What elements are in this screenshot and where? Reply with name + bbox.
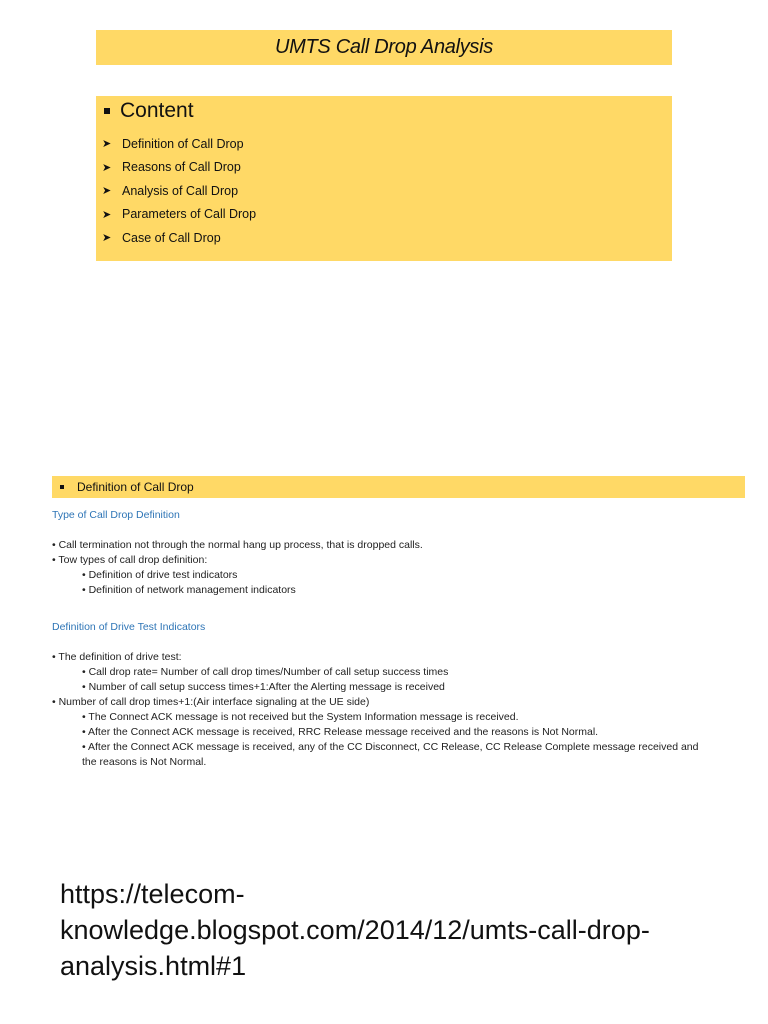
text-line: • Tow types of call drop definition:	[52, 554, 208, 566]
toc-list	[102, 132, 256, 250]
definition-paragraph-1	[52, 538, 423, 598]
text-line: • Definition of drive test indicators	[82, 569, 238, 581]
text-line: • The Connect ACK message is not received but the System Information message is received.	[82, 711, 519, 723]
toc-item[interactable]: ➤ Case of Call Drop	[102, 230, 221, 245]
toc-item[interactable]: ➤ Analysis of Call Drop	[102, 183, 239, 198]
text-line: • Call drop rate= Number of call drop times/Number of call setup success times	[82, 666, 449, 678]
subhead-type-definition: Type of Call Drop Definition	[52, 509, 180, 521]
toc-item[interactable]: ➤ Parameters of Call Drop	[102, 207, 257, 222]
text-line: • The definition of drive test:	[52, 651, 182, 663]
text-line: the reasons is Not Normal.	[82, 756, 207, 768]
title-bar	[96, 30, 672, 65]
text-line: • Call termination not through the normal hang up process, that is dropped calls.	[52, 539, 423, 551]
toc-item[interactable]: ➤ Reasons of Call Drop	[102, 160, 241, 175]
arrow-bullet-icon: ➤	[102, 232, 112, 245]
arrow-bullet-icon: ➤	[102, 208, 112, 221]
definition-heading-bar	[52, 476, 745, 498]
definition-heading: Definition of Call Drop	[77, 480, 194, 494]
content-box	[96, 96, 672, 261]
arrow-bullet-icon: ➤	[102, 138, 112, 151]
text-line: • Number of call setup success times+1:After the Alerting message is received	[82, 681, 445, 693]
text-line: • After the Connect ACK message is received, any of the CC Disconnect, CC Release, CC Release Complete message received and	[82, 741, 699, 753]
text-line: • Number of call drop times+1:(Air interface signaling at the UE side)	[52, 696, 370, 708]
toc-item[interactable]: ➤ Definition of Call Drop	[102, 136, 244, 151]
arrow-bullet-icon: ➤	[102, 161, 112, 174]
arrow-bullet-icon: ➤	[102, 185, 112, 198]
definition-paragraph-2	[52, 650, 742, 770]
content-heading-label: Content	[120, 99, 194, 122]
subhead-drive-test: Definition of Drive Test Indicators	[52, 621, 206, 633]
text-line: • Definition of network management indicators	[82, 584, 296, 596]
page-title: UMTS Call Drop Analysis	[275, 36, 493, 58]
square-bullet-icon	[104, 108, 110, 114]
text-line: • After the Connect ACK message is received, RRC Release message received and the reasons is Not Normal.	[82, 726, 599, 738]
content-heading	[104, 99, 194, 123]
square-bullet-icon	[60, 485, 64, 489]
source-url[interactable]: https://telecom-knowledge.blogspot.com/2014/12/umts-call-drop-analysis.html#1	[60, 879, 650, 981]
